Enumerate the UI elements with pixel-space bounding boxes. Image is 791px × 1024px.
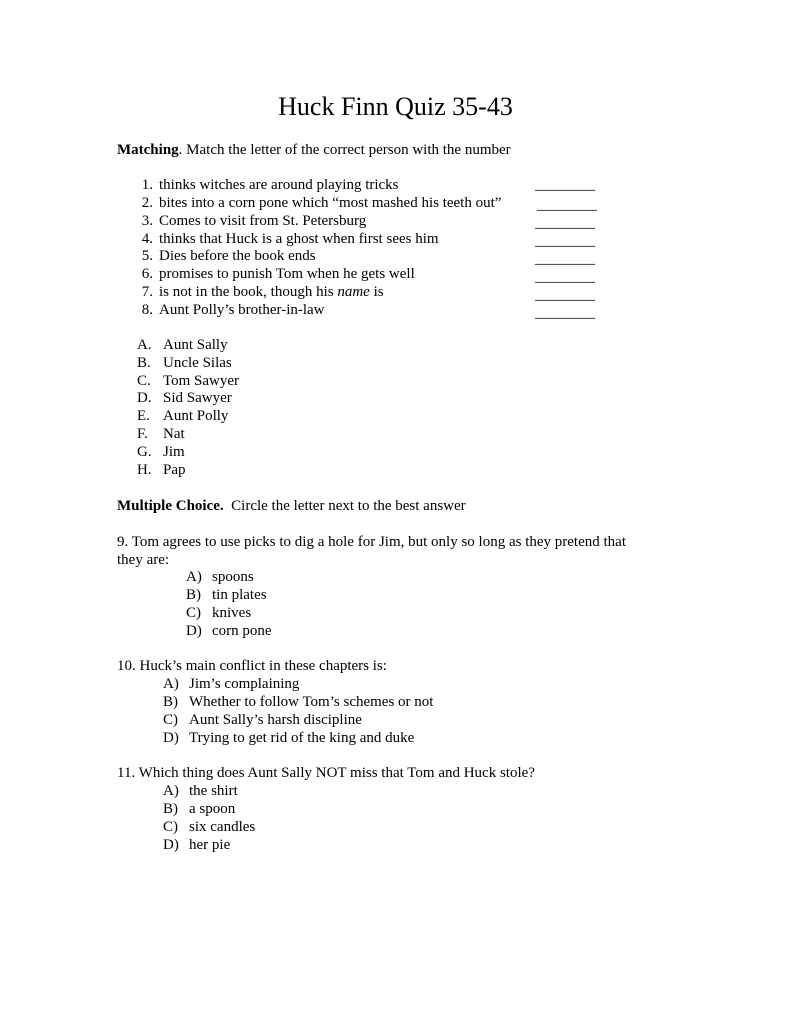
answer-blank[interactable]: ________ (535, 215, 595, 231)
matching-item (131, 283, 384, 301)
answer-text: six candles (189, 819, 256, 835)
option-letter: D. (137, 390, 152, 406)
answer-text: corn pone (212, 623, 272, 639)
answer-choice[interactable] (186, 568, 254, 586)
answer-choice[interactable] (186, 622, 272, 640)
item-number: 6. (141, 266, 153, 282)
answer-text: tin plates (212, 587, 267, 603)
item-number: 5. (141, 248, 153, 264)
answer-text: knives (212, 605, 252, 621)
answer-choice[interactable] (163, 693, 433, 711)
item-text-before: is not in the book, though his (159, 284, 338, 300)
answer-blank[interactable]: ________ (535, 251, 595, 267)
option-text: Jim (163, 444, 185, 460)
item-text-italic: name (337, 284, 370, 300)
answer-letter: A) (163, 783, 179, 799)
matching-item (131, 230, 439, 248)
answer-text: her pie (189, 837, 231, 853)
option-letter: A. (137, 337, 152, 353)
option-item (137, 407, 228, 425)
option-text: Sid Sawyer (163, 390, 232, 406)
option-text: Aunt Polly (163, 408, 229, 424)
answer-choice[interactable] (163, 729, 414, 747)
answer-text: Jim’s complaining (189, 676, 300, 692)
option-item (137, 354, 232, 372)
answer-letter: D) (163, 730, 179, 746)
answer-text: Trying to get rid of the king and duke (189, 730, 415, 746)
answer-choice[interactable] (163, 836, 230, 854)
answer-blank[interactable]: ________ (535, 287, 595, 303)
answer-letter: B) (163, 801, 178, 817)
answer-choice[interactable] (186, 586, 267, 604)
answer-letter: B) (186, 587, 201, 603)
answer-text: the shirt (189, 783, 238, 799)
answer-letter: D) (186, 623, 202, 639)
question-text: 10. Huck’s main conflict in these chapters is: (117, 658, 387, 674)
option-item (137, 425, 185, 443)
answer-blank[interactable]: ________ (535, 269, 595, 285)
answer-letter: B) (163, 694, 178, 710)
option-letter: H. (137, 462, 152, 478)
option-letter: C. (137, 373, 151, 389)
matching-item (131, 212, 366, 230)
item-number: 8. (141, 302, 153, 318)
answer-choice[interactable] (163, 782, 238, 800)
answer-blank[interactable]: ________ (535, 177, 595, 193)
matching-item (131, 265, 415, 283)
answer-text: Whether to follow Tom’s schemes or not (189, 694, 434, 710)
option-item (137, 443, 185, 461)
item-text-after: is (369, 284, 384, 300)
item-number: 3. (141, 213, 153, 229)
item-text: Comes to visit from St. Petersburg (159, 213, 367, 229)
answer-blank[interactable]: ________ (535, 305, 595, 321)
matching-heading-line (117, 141, 511, 159)
answer-text: Aunt Sally’s harsh discipline (189, 712, 362, 728)
answer-letter: D) (163, 837, 179, 853)
item-number: 1. (141, 177, 153, 193)
option-item (137, 336, 228, 354)
answer-blank[interactable]: ________ (535, 233, 595, 249)
option-text: Uncle Silas (163, 355, 232, 371)
item-text: bites into a corn pone which “most mashed his teeth out” (159, 195, 502, 211)
answer-letter: C) (163, 712, 178, 728)
answer-blank[interactable]: ________ (537, 197, 597, 213)
answer-text: a spoon (189, 801, 236, 817)
option-item (137, 372, 239, 390)
item-text: Dies before the book ends (159, 248, 316, 264)
matching-instruction: . Match the letter of the correct person with the number (178, 142, 511, 158)
option-letter: G. (137, 444, 152, 460)
answer-choice[interactable] (163, 800, 235, 818)
option-text: Aunt Sally (163, 337, 228, 353)
option-item (137, 461, 186, 479)
answer-choice[interactable] (163, 675, 299, 693)
answer-letter: C) (186, 605, 201, 621)
matching-heading: Matching (117, 142, 179, 158)
option-letter: E. (137, 408, 150, 424)
option-text: Nat (163, 426, 185, 442)
option-item (137, 389, 232, 407)
question-text: 11. Which thing does Aunt Sally NOT miss that Tom and Huck stole? (117, 765, 535, 781)
item-number: 4. (141, 231, 153, 247)
matching-item (131, 194, 501, 212)
question-text-continued: they are: (117, 552, 170, 568)
answer-choice[interactable] (163, 711, 362, 729)
question-text: 9. Tom agrees to use picks to dig a hole for Jim, but only so long as they pretend that (117, 534, 627, 550)
item-number: 7. (141, 284, 153, 300)
page-title: Huck Finn Quiz 35-43 (278, 92, 513, 121)
matching-item (131, 247, 316, 265)
option-letter: F. (137, 426, 148, 442)
matching-item (131, 176, 399, 194)
answer-choice[interactable] (163, 818, 255, 836)
item-number: 2. (141, 195, 153, 211)
answer-letter: A) (163, 676, 179, 692)
item-text: promises to punish Tom when he gets well (159, 266, 415, 282)
item-text: thinks that Huck is a ghost when first sees him (159, 231, 439, 247)
answer-letter: A) (186, 569, 202, 585)
option-text: Pap (163, 462, 186, 478)
answer-letter: C) (163, 819, 178, 835)
multiple-choice-heading-line (117, 497, 466, 515)
multiple-choice-instruction: Circle the letter next to the best answer (223, 498, 466, 514)
answer-text: spoons (212, 569, 254, 585)
item-text: Aunt Polly’s brother-in-law (159, 302, 325, 318)
matching-item (131, 301, 325, 319)
option-letter: B. (137, 355, 151, 371)
multiple-choice-heading: Multiple Choice. (117, 498, 224, 514)
item-text: thinks witches are around playing tricks (159, 177, 399, 193)
answer-choice[interactable] (186, 604, 251, 622)
option-text: Tom Sawyer (163, 373, 240, 389)
